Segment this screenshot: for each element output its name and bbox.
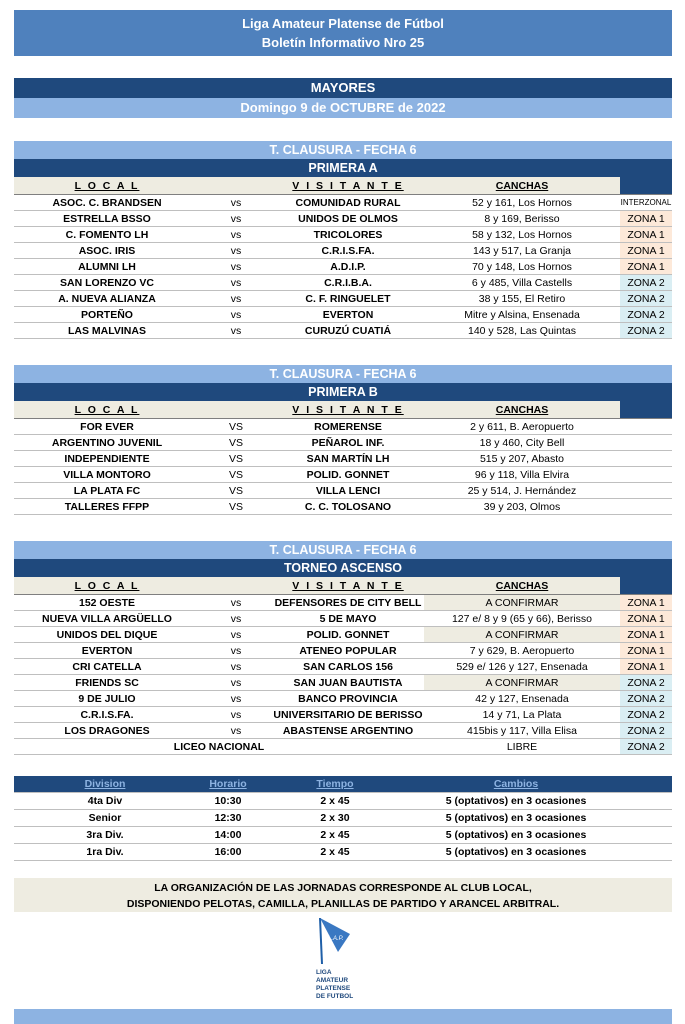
schedule-cambios: 5 (optativos) en 3 ocasiones	[445, 812, 587, 824]
schedule-division: 4ta Div	[87, 795, 123, 807]
vs-label: vs	[200, 291, 272, 306]
category-title: MAYORES	[14, 78, 672, 98]
schedule-horario: 12:30	[214, 812, 242, 824]
schedule-horario: 16:00	[214, 846, 242, 858]
match-row	[14, 323, 672, 339]
header-visitante: V I S I T A N T E	[272, 577, 424, 594]
visiting-team: ABASTENSE ARGENTINO	[272, 723, 424, 738]
local-team: ASOC. C. BRANDSEN	[14, 195, 200, 210]
match-row	[14, 211, 672, 227]
footer-band	[14, 1009, 672, 1024]
match-row	[14, 611, 672, 627]
zone-badge: ZONA 1	[620, 243, 672, 258]
visiting-team: COMUNIDAD RURAL	[272, 195, 424, 210]
schedule-tiempo: 2 x 45	[320, 829, 350, 841]
vs-label: vs	[200, 643, 272, 658]
schedule-spacer	[622, 793, 672, 809]
vs-label: vs	[200, 707, 272, 722]
organization-note	[14, 878, 672, 912]
zone-badge: ZONA 2	[620, 675, 672, 690]
match-row	[14, 643, 672, 659]
league-name: Liga Amateur Platense de Fútbol	[242, 16, 444, 31]
local-team: 152 OESTE	[14, 595, 200, 610]
vs-label: vs	[200, 195, 272, 210]
vs-label: vs	[200, 323, 272, 338]
match-row	[14, 499, 672, 515]
visiting-team: UNIVERSITARIO DE BERISSO	[273, 709, 423, 721]
match-row	[14, 595, 672, 611]
local-team: ALUMNI LH	[14, 259, 200, 274]
zone-badge: ZONA 1	[620, 259, 672, 274]
schedule-row	[14, 827, 672, 844]
header-canchas: CANCHAS	[424, 401, 620, 418]
section-torneo-ascenso	[14, 541, 672, 755]
vs-label: vs	[200, 675, 272, 690]
vs-label: vs	[200, 611, 272, 626]
zone-badge: ZONA 1	[620, 211, 672, 226]
visiting-team: 5 DE MAYO	[272, 611, 424, 626]
libre-row	[14, 739, 672, 755]
schedule-tiempo: 2 x 45	[320, 795, 350, 807]
zone-badge	[620, 419, 672, 434]
venue: 52 y 161, Los Hornos	[424, 195, 620, 210]
zone-badge	[620, 467, 672, 482]
bulletin-header	[14, 10, 672, 56]
vs-label: vs	[200, 243, 272, 258]
vs-label: VS	[200, 499, 272, 514]
local-team: UNIDOS DEL DIQUE	[14, 627, 200, 642]
zone-badge: ZONA 1	[620, 643, 672, 658]
vs-label: VS	[200, 467, 272, 482]
schedule-row	[14, 793, 672, 810]
zone-badge: INTERZONAL	[620, 195, 672, 210]
zone-badge	[620, 499, 672, 514]
visiting-team: DEFENSORES DE CITY BELL	[272, 595, 424, 610]
libre-label: LIBRE	[424, 739, 620, 754]
vs-label: vs	[200, 275, 272, 290]
match-row	[14, 483, 672, 499]
venue: 529 e/ 126 y 127, Ensenada	[424, 659, 620, 674]
match-date: Domingo 9 de OCTUBRE de 2022	[14, 98, 672, 118]
schedule-cambios: 5 (optativos) en 3 ocasiones	[445, 795, 587, 807]
venue: 8 y 169, Berisso	[424, 211, 620, 226]
visiting-team: POLID. GONNET	[272, 627, 424, 642]
local-team: A. NUEVA ALIANZA	[14, 291, 200, 306]
header-spacer	[200, 401, 272, 418]
section-name: TORNEO ASCENSO	[14, 559, 672, 577]
match-row	[14, 435, 672, 451]
header-spacer	[200, 177, 272, 194]
schedule-cambios: 5 (optativos) en 3 ocasiones	[445, 846, 587, 858]
zone-badge	[620, 435, 672, 450]
visiting-team: ROMERENSE	[272, 419, 424, 434]
local-team: CRI CATELLA	[14, 659, 200, 674]
match-row	[14, 723, 672, 739]
visiting-team: SAN MARTÍN LH	[272, 451, 424, 466]
schedule-table	[14, 776, 672, 861]
header-local: L O C A L	[14, 577, 200, 594]
venue: 70 y 148, Los Hornos	[424, 259, 620, 274]
schedule-tiempo: 2 x 45	[320, 846, 350, 858]
visiting-team: SAN JUAN BAUTISTA	[272, 675, 424, 690]
local-team: LAS MALVINAS	[14, 323, 200, 338]
zone-badge	[620, 483, 672, 498]
match-row	[14, 307, 672, 323]
visiting-team: ATENEO POPULAR	[272, 643, 424, 658]
vs-label: vs	[200, 691, 272, 706]
local-team: TALLERES FFPP	[14, 499, 200, 514]
match-row	[14, 419, 672, 435]
venue: 58 y 132, Los Hornos	[424, 227, 620, 242]
bulletin-number: Boletín Informativo Nro 25	[261, 35, 425, 50]
zone-badge: ZONA 1	[620, 627, 672, 642]
match-row	[14, 467, 672, 483]
visiting-team: C. F. RINGUELET	[272, 291, 424, 306]
zone-badge: ZONA 2	[620, 291, 672, 306]
zone-badge: ZONA 2	[620, 723, 672, 738]
visiting-team: C. C. TOLOSANO	[272, 499, 424, 514]
table-header	[14, 177, 672, 195]
zone-badge: ZONA 2	[620, 691, 672, 706]
match-row	[14, 451, 672, 467]
local-team: FOR EVER	[14, 419, 200, 434]
vs-label: vs	[200, 211, 272, 226]
visiting-team: CURUZÚ CUATIÁ	[272, 323, 424, 338]
venue: 127 e/ 8 y 9 (65 y 66), Berisso	[424, 611, 620, 626]
venue: 96 y 118, Villa Elvira	[424, 467, 620, 482]
match-row	[14, 259, 672, 275]
table-header	[14, 401, 672, 419]
zone-badge: ZONA 2	[620, 707, 672, 722]
venue: 6 y 485, Villa Castells	[424, 275, 620, 290]
match-row	[14, 227, 672, 243]
visiting-team: C.R.I.B.A.	[272, 275, 424, 290]
match-row	[14, 659, 672, 675]
venue: Mitre y Alsina, Ensenada	[424, 307, 620, 322]
logo-line-2: AMATEUR	[316, 977, 349, 984]
local-team: PORTEÑO	[14, 307, 200, 322]
venue: 415bis y 117, Villa Elisa	[424, 723, 620, 738]
flag-icon	[300, 916, 380, 1006]
logo-flag-text: L.A.P.	[328, 936, 344, 942]
zone-badge	[620, 451, 672, 466]
venue: 140 y 528, Las Quintas	[424, 323, 620, 338]
visiting-team: POLID. GONNET	[272, 467, 424, 482]
vs-label: vs	[200, 659, 272, 674]
libre-team: LICEO NACIONAL	[14, 739, 424, 754]
section-name: PRIMERA B	[14, 383, 672, 401]
schedule-tiempo: 2 x 30	[320, 812, 350, 824]
local-team: NUEVA VILLA ARGÜELLO	[14, 611, 200, 626]
note-line-1: LA ORGANIZACIÓN DE LAS JORNADAS CORRESPONDE AL CLUB LOCAL,	[154, 882, 532, 894]
venue: A CONFIRMAR	[424, 675, 620, 690]
visiting-team: PEÑAROL INF.	[272, 435, 424, 450]
match-row	[14, 627, 672, 643]
zone-badge: ZONA 2	[620, 739, 672, 754]
schedule-division: 1ra Div.	[86, 846, 124, 858]
venue: 2 y 611, B. Aeropuerto	[424, 419, 620, 434]
schedule-row	[14, 844, 672, 861]
header-spacer	[200, 577, 272, 594]
visiting-team: BANCO PROVINCIA	[272, 691, 424, 706]
schedule-spacer	[622, 844, 672, 860]
match-row	[14, 675, 672, 691]
match-row	[14, 243, 672, 259]
schedule-division: Senior	[88, 812, 122, 824]
venue: 42 y 127, Ensenada	[424, 691, 620, 706]
local-team: FRIENDS SC	[14, 675, 200, 690]
schedule-spacer	[622, 827, 672, 843]
header-local: L O C A L	[14, 177, 200, 194]
zone-badge: ZONA 2	[620, 275, 672, 290]
venue: 14 y 71, La Plata	[424, 707, 620, 722]
vs-label: VS	[200, 435, 272, 450]
header-zona	[620, 177, 672, 194]
section-primera-b	[14, 365, 672, 515]
vs-label: VS	[200, 419, 272, 434]
schedule-row	[14, 810, 672, 827]
schedule-spacer	[622, 810, 672, 826]
schedule-header-tiempo: Tiempo	[316, 778, 354, 790]
vs-label: vs	[200, 307, 272, 322]
visiting-team: A.D.I.P.	[272, 259, 424, 274]
match-row	[14, 291, 672, 307]
schedule-horario: 14:00	[214, 829, 242, 841]
match-row	[14, 275, 672, 291]
local-team: 9 DE JULIO	[14, 691, 200, 706]
header-visitante: V I S I T A N T E	[272, 401, 424, 418]
venue: 38 y 155, El Retiro	[424, 291, 620, 306]
section-primera-a	[14, 141, 672, 339]
zone-badge: ZONA 2	[620, 307, 672, 322]
venue: 515 y 207, Abasto	[424, 451, 620, 466]
vs-label: vs	[200, 259, 272, 274]
venue: 143 y 517, La Granja	[424, 243, 620, 258]
schedule-horario: 10:30	[214, 795, 242, 807]
visiting-team: EVERTON	[272, 307, 424, 322]
zone-badge: ZONA 1	[620, 611, 672, 626]
venue: 25 y 514, J. Hernández	[424, 483, 620, 498]
local-team: ESTRELLA BSSO	[14, 211, 200, 226]
local-team: ARGENTINO JUVENIL	[14, 435, 200, 450]
match-row	[14, 195, 672, 211]
logo-line-4: DE FUTBOL	[316, 993, 354, 1000]
schedule-header-cambios: Cambios	[493, 778, 539, 790]
header-zona	[620, 401, 672, 418]
header-local: L O C A L	[14, 401, 200, 418]
match-row	[14, 691, 672, 707]
schedule-header	[14, 776, 672, 793]
venue: A CONFIRMAR	[424, 595, 620, 610]
zone-badge: ZONA 1	[620, 227, 672, 242]
header-zona	[620, 577, 672, 594]
logo-line-1: LIGA	[316, 969, 332, 976]
zone-badge: ZONA 1	[620, 595, 672, 610]
league-logo	[300, 916, 380, 1006]
local-team: VILLA MONTORO	[14, 467, 200, 482]
vs-label: VS	[200, 451, 272, 466]
local-team: EVERTON	[14, 643, 200, 658]
section-fecha: T. CLAUSURA - FECHA 6	[14, 541, 672, 559]
visiting-team: TRICOLORES	[272, 227, 424, 242]
note-line-2: DISPONIENDO PELOTAS, CAMILLA, PLANILLAS DE PARTIDO Y ARANCEL ARBITRAL.	[126, 898, 560, 910]
table-header	[14, 577, 672, 595]
match-row	[14, 707, 672, 723]
header-canchas: CANCHAS	[424, 177, 620, 194]
vs-label: vs	[200, 595, 272, 610]
vs-label: vs	[200, 627, 272, 642]
local-team: SAN LORENZO VC	[14, 275, 200, 290]
logo-line-3: PLATENSE	[316, 985, 351, 992]
local-team: INDEPENDIENTE	[14, 451, 200, 466]
schedule-header-division: Division	[84, 778, 126, 790]
vs-label: vs	[200, 227, 272, 242]
section-fecha: T. CLAUSURA - FECHA 6	[14, 141, 672, 159]
venue: 39 y 203, Olmos	[424, 499, 620, 514]
schedule-cambios: 5 (optativos) en 3 ocasiones	[445, 829, 587, 841]
visiting-team: UNIDOS DE OLMOS	[272, 211, 424, 226]
section-name: PRIMERA A	[14, 159, 672, 177]
section-fecha: T. CLAUSURA - FECHA 6	[14, 365, 672, 383]
vs-label: vs	[200, 723, 272, 738]
zone-badge: ZONA 2	[620, 323, 672, 338]
zone-badge: ZONA 1	[620, 659, 672, 674]
venue: A CONFIRMAR	[424, 627, 620, 642]
local-team: LOS DRAGONES	[14, 723, 200, 738]
visiting-team: VILLA LENCI	[272, 483, 424, 498]
vs-label: VS	[200, 483, 272, 498]
schedule-header-horario: Horario	[209, 778, 247, 790]
local-team: ASOC. IRIS	[14, 243, 200, 258]
visiting-team: SAN CARLOS 156	[272, 659, 424, 674]
venue: 7 y 629, B. Aeropuerto	[424, 643, 620, 658]
venue: 18 y 460, City Bell	[424, 435, 620, 450]
header-canchas: CANCHAS	[424, 577, 620, 594]
local-team: LA PLATA FC	[14, 483, 200, 498]
local-team: C.R.I.S.FA.	[14, 707, 200, 722]
header-visitante: V I S I T A N T E	[272, 177, 424, 194]
visiting-team: C.R.I.S.FA.	[272, 243, 424, 258]
local-team: C. FOMENTO LH	[14, 227, 200, 242]
schedule-division: 3ra Div.	[86, 829, 124, 841]
